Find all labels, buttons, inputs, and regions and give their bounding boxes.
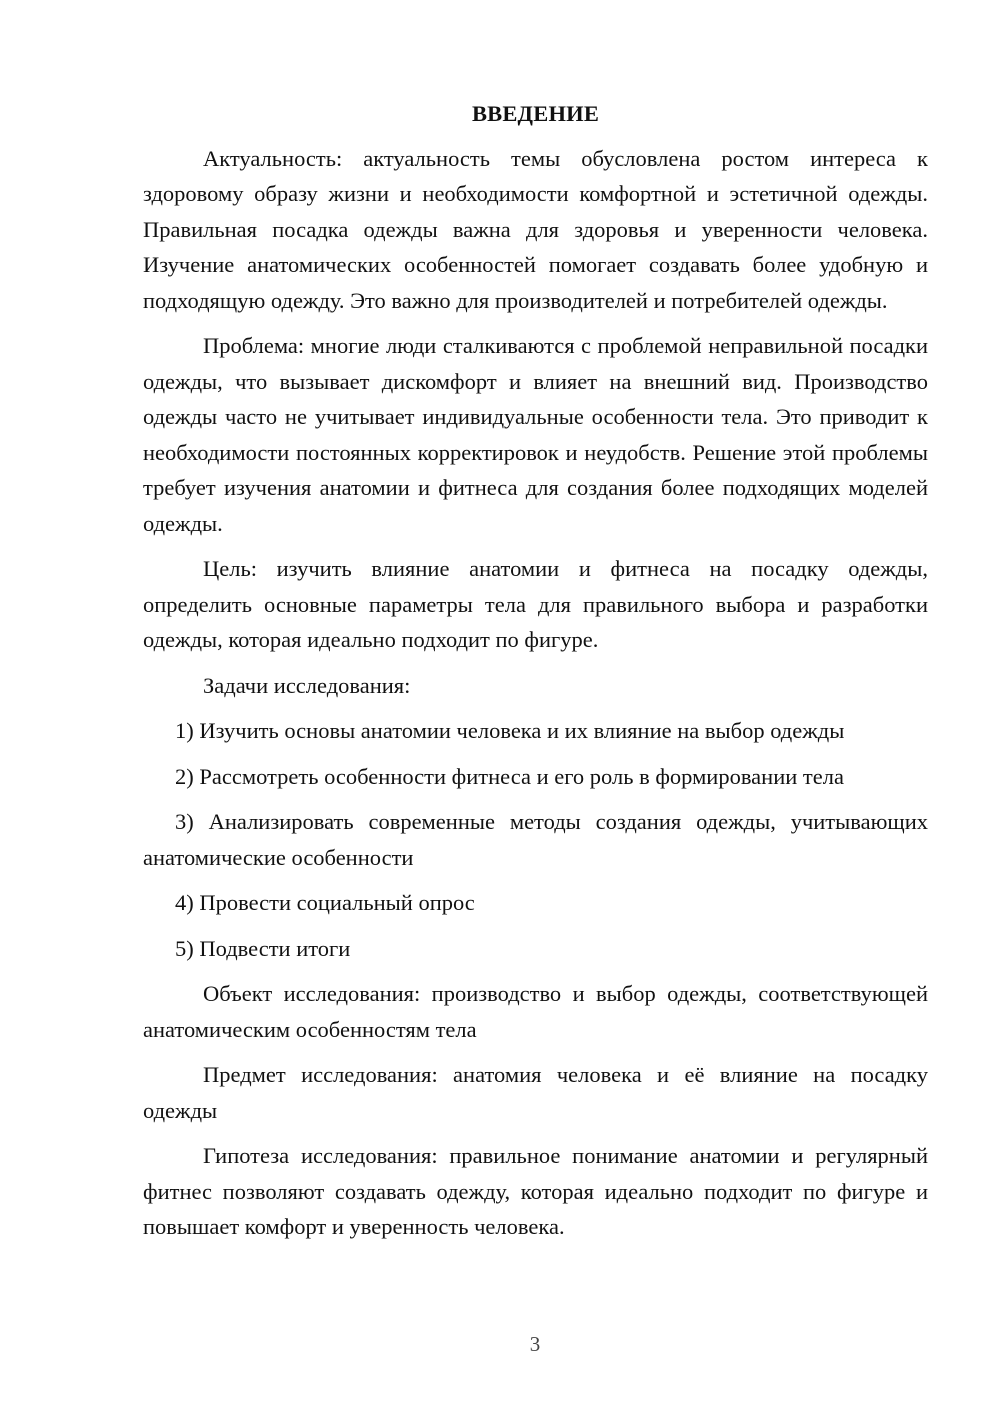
- task-item: 5) Подвести итоги: [175, 935, 351, 961]
- page-number: 3: [529, 1332, 541, 1356]
- task-item: 1) Изучить основы анатомии человека и их влияние на выбор одежды: [175, 718, 845, 743]
- relevance-paragraph: Актуальность: актуальность темы обусловлена ростом интереса к здоровому образу жизни и необходимости комфортной и эстетичной одежды. Правильная посадка одежды важна для здоровья и уверенности человека. Изучение анатомических особенностей помогает создавать более удобную и подходящую одежду. Это важно для производителей и потребителей одежды.: [143, 145, 928, 313]
- document-page: [143, 96, 928, 1255]
- object-paragraph: Объект исследования: производство и выбор одежды, соответствующей анатомическим особенностям тела: [143, 981, 928, 1042]
- subject-paragraph: Предмет исследования: анатомия человека и её влияние на посадку одежды: [143, 1062, 928, 1123]
- task-item: 4) Провести социальный опрос: [175, 890, 475, 915]
- task-item: 3) Анализировать современные методы создания одежды, учитывающих анатомические особенности: [143, 809, 928, 870]
- tasks-heading: Задачи исследования:: [203, 672, 411, 698]
- task-item: 2) Рассмотреть особенности фитнеса и его роль в формировании тела: [175, 763, 844, 789]
- page-title: ВВЕДЕНИЕ: [471, 101, 600, 126]
- problem-paragraph: Проблема: многие люди сталкиваются с проблемой неправильной посадки одежды, что вызывает дискомфорт и влияет на внешний вид. Производство одежды часто не учитывает индивидуальные особенности тела. Это приводит к необходимости постоянных корректировок и неудобств. Решение этой проблемы требует изучения анатомии и фитнеса для создания более подходящих моделей одежды.: [143, 333, 928, 536]
- goal-paragraph: Цель: изучить влияние анатомии и фитнеса на посадку одежды, определить основные параметры тела для правильного выбора и разработки одежды, которая идеально подходит по фигуре.: [143, 556, 928, 652]
- hypothesis-paragraph: Гипотеза исследования: правильное понимание анатомии и регулярный фитнес позволяют создавать одежду, которая идеально подходит по фигуре и повышает комфорт и уверенность человека.: [143, 1143, 928, 1239]
